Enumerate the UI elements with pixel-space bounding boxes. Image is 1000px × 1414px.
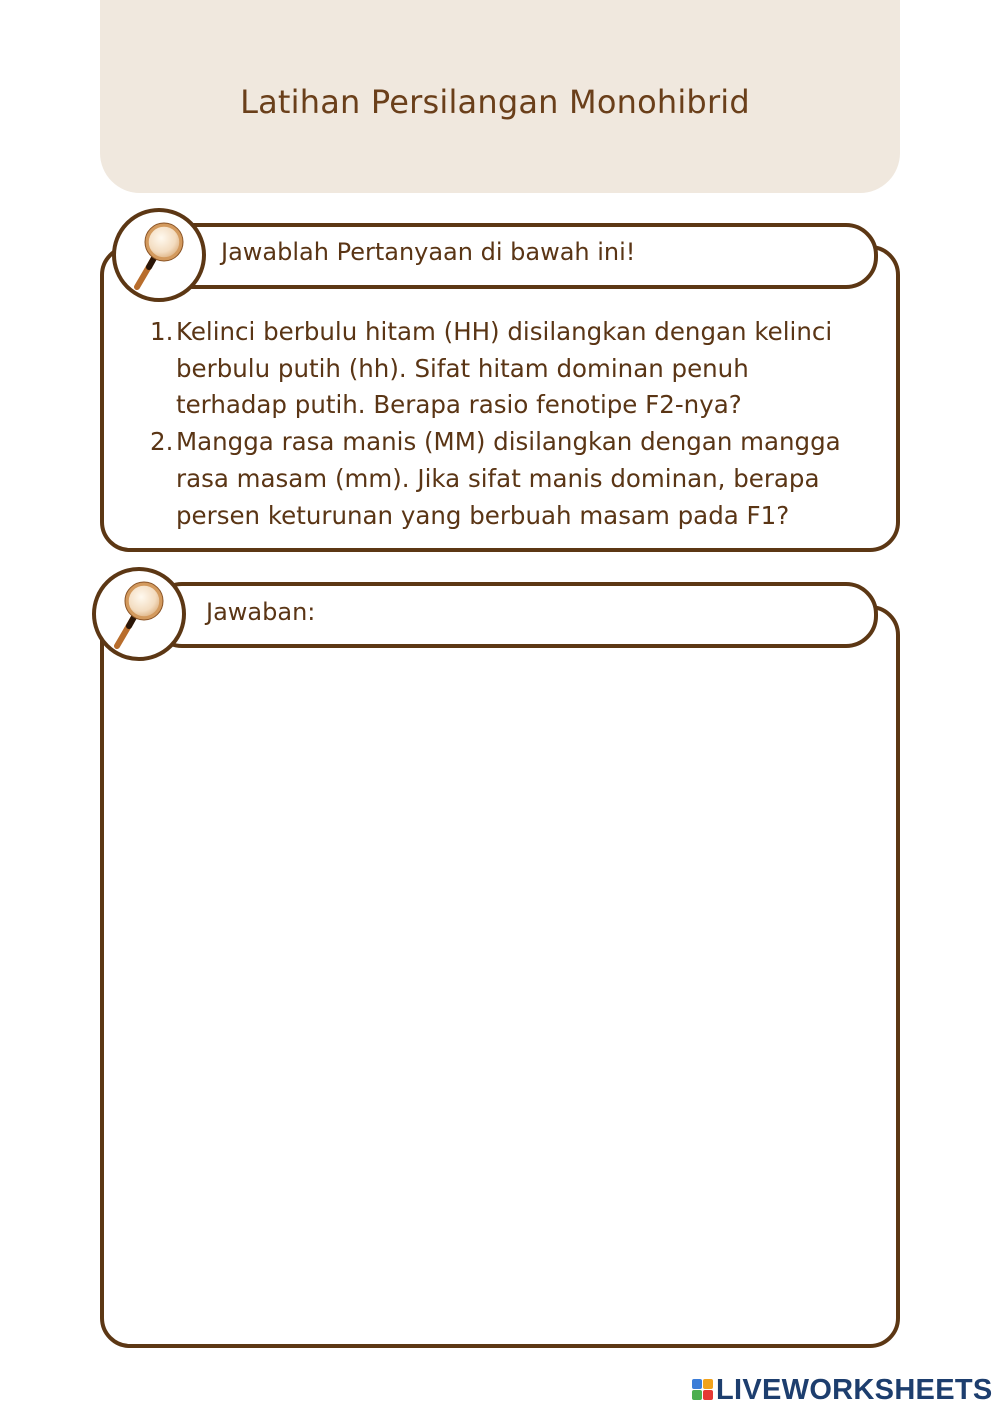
question-item <box>150 314 870 424</box>
page-title: Latihan Persilangan Monohibrid <box>240 83 750 121</box>
question-item <box>150 424 870 534</box>
question-number: 1. <box>150 317 174 346</box>
question-icon-circle <box>112 208 206 302</box>
question-number: 2. <box>150 427 174 457</box>
liveworksheets-logo-icon <box>692 1379 714 1401</box>
answer-header-label: Jawaban: <box>206 598 316 626</box>
question-line: persen keturunan yang berbuah masam pada F1? <box>176 500 790 530</box>
answer-box[interactable] <box>100 605 900 1348</box>
question-line: rasa masam (mm). Jika sifat manis dominan, berapa <box>176 463 820 493</box>
answer-icon-circle <box>92 567 186 661</box>
magnifier-icon <box>116 212 202 298</box>
question-header-label: Jawablah Pertanyaan di bawah ini! <box>221 238 636 266</box>
question-line: berbulu putih (hh). Sifat hitam dominan penuh <box>176 353 749 383</box>
question-list <box>150 314 870 534</box>
magnifier-icon <box>96 571 182 657</box>
brand-name: LIVEWORKSHEETS <box>716 1373 993 1406</box>
liveworksheets-brand <box>692 1372 993 1408</box>
question-line: terhadap putih. Berapa rasio fenotipe F2-nya? <box>176 390 742 420</box>
question-line: Mangga rasa manis (MM) disilangkan dengan mangga <box>176 427 841 457</box>
question-line: Kelinci berbulu hitam (HH) disilangkan dengan kelinci <box>176 317 833 346</box>
